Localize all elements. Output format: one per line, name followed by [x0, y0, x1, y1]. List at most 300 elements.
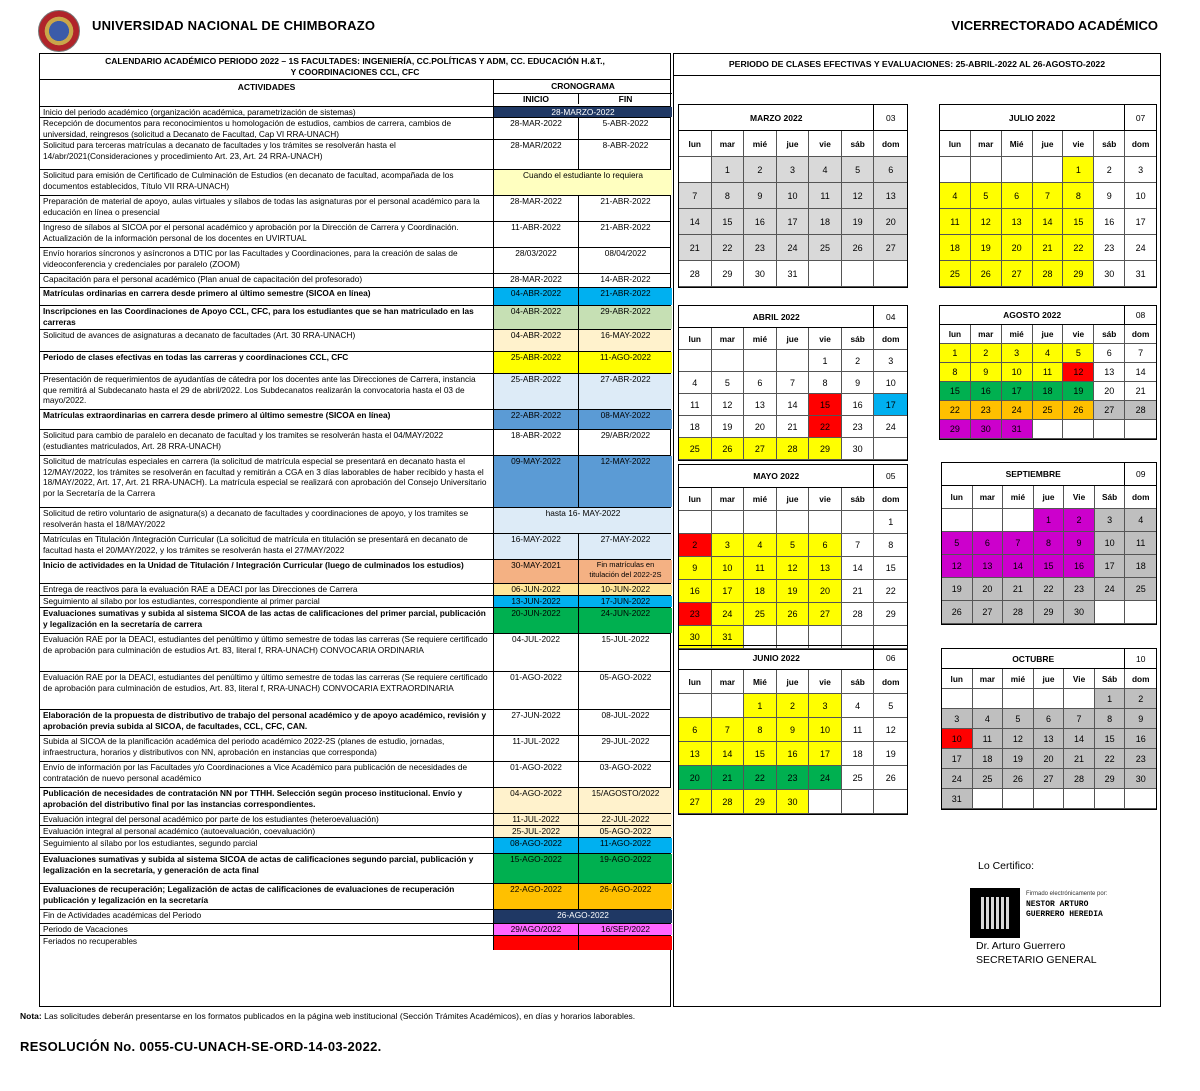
calendar-title: JULIO 2022 [940, 105, 1125, 130]
calendar-day: 6 [1094, 344, 1125, 363]
calendar-day: 13 [973, 555, 1004, 578]
start-date-cell: 04-ABR-2022 [494, 330, 579, 351]
weekday-header: mar [973, 669, 1004, 689]
calendar-day: 22 [744, 766, 777, 790]
col-start: INICIO [494, 93, 579, 104]
calendar-day: 26 [1003, 769, 1034, 789]
weekday-header: lun [940, 131, 971, 157]
activity-cell: Solicitud para emisión de Certificado de Culminación de Estudios (en decanato de facultad, acompañada de los documentos establecidos, Título VII RRA-UNACH) [40, 170, 494, 195]
calendar-day: 29 [712, 261, 745, 287]
calendar-day: 2 [777, 694, 810, 718]
qr-code-icon [970, 888, 1020, 938]
calendar-day: 17 [942, 749, 973, 769]
calendar-day: 11 [1033, 363, 1064, 382]
calendar-day: 24 [712, 603, 745, 626]
signer-name [1026, 900, 1103, 920]
calendar-empty-cell [942, 509, 973, 532]
start-date-cell: 01-AGO-2022 [494, 672, 579, 709]
activity-cell: Feriados no recuperables [40, 936, 494, 950]
table-row [40, 140, 670, 170]
calendar-empty-cell [1064, 689, 1095, 709]
calendar-empty-cell [777, 511, 810, 534]
calendar-day: 9 [744, 183, 777, 209]
calendar-day: 15 [874, 557, 907, 580]
calendar-day: 17 [1095, 555, 1126, 578]
calendar-empty-cell [940, 157, 971, 183]
table-row [40, 248, 670, 274]
calendar-day: 20 [1034, 749, 1065, 769]
calendar-day: 11 [809, 183, 842, 209]
weekday-header: sáb [842, 488, 875, 511]
weekday-header: Sáb [1095, 486, 1126, 509]
calendar-day: 7 [777, 372, 810, 394]
activity-cell: Evaluación integral del personal académico por parte de los estudiantes (heteroevaluación) [40, 814, 494, 825]
calendar-empty-cell [1003, 509, 1034, 532]
calendar-day: 15 [1063, 209, 1094, 235]
schedule-cell: 26-AGO-2022 [494, 910, 672, 923]
calendar-day: 31 [712, 626, 745, 649]
calendar-day: 28 [712, 790, 745, 814]
activity-cell: Evaluaciones sumativas y subida al sistema SICOA de actas de calificaciones segundo parcial, publicación y legalización en la secretaría, y generación de acta final [40, 854, 494, 883]
calendar-day: 17 [712, 580, 745, 603]
calendar-empty-cell [942, 689, 973, 709]
calendar-day: 5 [874, 694, 907, 718]
calendar-day: 1 [712, 157, 745, 183]
end-date-cell: 21-ABR-2022 [600, 222, 651, 232]
activity-cell: Envío de información por las Facultades y/o Coordinaciones a Vice Académico para publicación de necesidades de contratación de nuevo personal académico [40, 762, 494, 787]
calendar-empty-cell [874, 261, 907, 287]
start-date-cell: 28-MAR-2022 [494, 196, 579, 221]
start-date-cell: 08-AGO-2022 [494, 838, 579, 853]
calendar-day: 26 [842, 235, 875, 261]
calendar-day: 31 [1002, 420, 1033, 439]
schedule-cell: 28-MARZO-2022 [494, 107, 672, 117]
table-row [40, 534, 670, 560]
calendar-day: 4 [1033, 344, 1064, 363]
calendar-empty-cell [874, 790, 907, 814]
end-date-cell: 5-ABR-2022 [602, 118, 649, 128]
table-row [40, 288, 670, 306]
weekday-header: lun [679, 131, 712, 157]
calendar-empty-cell [1125, 789, 1156, 809]
table-row [40, 584, 670, 596]
calendar-day: 26 [971, 261, 1002, 287]
calendar-day: 25 [1125, 578, 1156, 601]
calendar-empty-cell [744, 511, 777, 534]
end-date-cell: 27-ABR-2022 [579, 374, 672, 409]
table-row [40, 374, 670, 410]
calendar-empty-cell [1064, 789, 1095, 809]
calendar-abril [678, 305, 908, 461]
calendar-day: 7 [1003, 532, 1034, 555]
calendar-day: 5 [1063, 344, 1094, 363]
calendar-day: 30 [971, 420, 1002, 439]
weekday-header: mié [1003, 486, 1034, 509]
calendar-day: 29 [1063, 261, 1094, 287]
start-date-cell: 01-AGO-2022 [494, 762, 579, 787]
calendar-day: 25 [940, 261, 971, 287]
calendar-day: 1 [874, 511, 907, 534]
end-date-cell: 21-ABR-2022 [579, 288, 672, 305]
calendar-day: 7 [679, 183, 712, 209]
start-date-cell [494, 936, 579, 950]
calendar-empty-cell [679, 694, 712, 718]
calendar-day: 5 [971, 183, 1002, 209]
weekday-header: lun [679, 670, 712, 694]
end-date-cell: 15/AGOSTO/2022 [579, 788, 672, 813]
table-row [40, 826, 670, 838]
signer-position: SECRETARIO GENERAL [976, 954, 1097, 966]
calendar-day: 19 [842, 209, 875, 235]
calendar-day: 7 [1125, 344, 1156, 363]
weekday-header: jue [1034, 486, 1065, 509]
activity-cell: Publicación de necesidades de contratación NN por TTHH. Selección según proceso institucional. Envío y aprobación del distributivo final por las instancias correspondientes. [40, 788, 494, 813]
weekday-header: jue [777, 670, 810, 694]
end-date-cell: 8-ABR-2022 [602, 140, 649, 150]
weekday-header: jue [777, 131, 810, 157]
calendar-day: 31 [777, 261, 810, 287]
calendar-empty-cell [744, 350, 777, 372]
start-date-cell: 27-JUN-2022 [494, 710, 579, 735]
calendar-empty-cell [712, 511, 745, 534]
calendar-title: AGOSTO 2022 [940, 306, 1125, 324]
calendar-empty-cell [971, 157, 1002, 183]
calendar-day: 18 [940, 235, 971, 261]
calendar-title: OCTUBRE [942, 649, 1125, 668]
activity-cell: Solicitud para cambio de paralelo en decanato de facultad y los tramites se resolverán hasta el 04/MAY/2022 (estudiantes matriculados, Art. 28 RRA-UNACH) [40, 430, 494, 455]
calendar-day: 3 [712, 534, 745, 557]
calendar-day: 12 [712, 394, 745, 416]
calendar-day: 17 [874, 394, 907, 416]
calendar-day: 3 [777, 157, 810, 183]
activity-cell: Presentación de requerimientos de ayudantías de cátedra por los docentes ante las Direcciones de Carrera, instancia que remitirá al Subdecanato hasta el 29 de abril/2022. Los Subdecanatos realizarán la convocatoria hasta el 03 de mayo/2022. [40, 374, 494, 409]
calendar-day: 27 [1034, 769, 1065, 789]
calendar-day: 3 [809, 694, 842, 718]
weekday-header: vie [1063, 325, 1094, 344]
calendar-empty-cell [1033, 420, 1064, 439]
calendar-day: 2 [679, 534, 712, 557]
calendar-day: 6 [679, 718, 712, 742]
calendar-day: 30 [842, 438, 875, 460]
start-date-cell: 04-JUL-2022 [494, 634, 579, 671]
calendar-empty-cell [712, 350, 745, 372]
activity-cell: Evaluación RAE por la DEACI, estudiantes del penúltimo y último semestre de todas las carreras (Se requiere certificado de aprobación para culminación de estudios, Art. 83, literal f, RRA-UNACH) CONVOCARIA EXTRAORDINARIA [40, 672, 494, 709]
calendar-day: 3 [942, 709, 973, 729]
calendar-day: 21 [777, 416, 810, 438]
calendar-day: 28 [777, 438, 810, 460]
calendar-day: 10 [1002, 363, 1033, 382]
calendar-day: 25 [973, 769, 1004, 789]
calendar-empty-cell [1125, 601, 1156, 624]
table-header [40, 80, 670, 107]
calendar-day: 28 [1033, 261, 1064, 287]
note-text: Las solicitudes deberán presentarse en los formatos publicados en la página web institucional (Sección Trámites Académicos), en días y horarios laborables. [41, 1011, 636, 1021]
calendar-day: 9 [971, 363, 1002, 382]
weekday-header: Sáb [1095, 669, 1126, 689]
calendar-day: 25 [679, 438, 712, 460]
calendar-title: SEPTIEMBRE [942, 463, 1125, 485]
table-row [40, 634, 670, 672]
end-date-cell: 27-MAY-2022 [579, 534, 672, 559]
calendar-day: 30 [744, 261, 777, 287]
department-name: VICERRECTORADO ACADÉMICO [951, 18, 1158, 33]
calendar-day: 3 [1125, 157, 1156, 183]
calendar-day: 11 [973, 729, 1004, 749]
end-date-cell: 26-AGO-2022 [579, 884, 672, 909]
activity-cell: Recepción de documentos para reconocimientos u homologación de estudios, cambios de carrera, cambios de universidad, reingresos (solicitud a Decanato de Facultad, Cap VI RRA-UNACH) [40, 118, 494, 139]
table-row [40, 170, 670, 196]
end-date-cell: 05-AGO-2022 [599, 672, 652, 682]
calendar-day: 11 [679, 394, 712, 416]
activity-cell: Evaluación RAE por la DEACI, estudiantes del penúltimo y último semestre de todas las carreras (Se requiere certificado de aprobación para culminación de estudios Art. 83, literal f, RRA-UNACH) CONVOCARIA ORDINARIA [40, 634, 494, 671]
calendar-day: 23 [1125, 749, 1156, 769]
end-date-cell: 12-MAY-2022 [579, 456, 672, 507]
calendar-day: 30 [1125, 769, 1156, 789]
calendar-day: 19 [777, 580, 810, 603]
activity-cell: Solicitud de retiro voluntario de asignatura(s) a decanato de facultades y coordinaciones de apoyo, y los tramites se resolverán hasta el 18/MAY/2022 [40, 508, 494, 533]
start-date-cell: 28/03/2022 [494, 248, 579, 273]
start-date-cell: 22-AGO-2022 [494, 884, 579, 909]
end-date-cell: 14-ABR-2022 [600, 274, 651, 284]
calendar-empty-cell [842, 261, 875, 287]
weekday-header: dom [1125, 131, 1156, 157]
weekday-header: lun [942, 486, 973, 509]
calendar-day: 12 [874, 718, 907, 742]
weekday-header: mié [744, 328, 777, 350]
calendar-day: 12 [1063, 363, 1094, 382]
calendar-empty-cell [1094, 420, 1125, 439]
weekday-header: mié [1003, 669, 1034, 689]
calendar-day: 1 [744, 694, 777, 718]
weekday-header: jue [777, 328, 810, 350]
calendar-day: 29 [874, 603, 907, 626]
calendar-day: 1 [809, 350, 842, 372]
calendar-day: 29 [940, 420, 971, 439]
calendar-day: 13 [874, 183, 907, 209]
activity-cell: Seguimiento al sílabo por los estudiantes, correspondiente al primer parcial [40, 596, 494, 607]
calendar-day: 8 [744, 718, 777, 742]
calendar-month-number: 05 [885, 471, 896, 481]
calendar-day: 18 [809, 209, 842, 235]
calendar-day: 20 [973, 578, 1004, 601]
table-row [40, 672, 670, 710]
calendar-day: 28 [1064, 769, 1095, 789]
calendar-day: 17 [777, 209, 810, 235]
start-date-cell: 04-ABR-2022 [494, 306, 579, 329]
calendar-day: 14 [842, 557, 875, 580]
activity-cell: Periodo de clases efectivas en todas las carreras y coordinaciones CCL, CFC [40, 352, 494, 373]
calendar-day: 5 [712, 372, 745, 394]
calendar-day: 7 [842, 534, 875, 557]
calendar-day: 13 [1002, 209, 1033, 235]
start-date-cell: 28-MAR-2022 [494, 274, 579, 287]
start-date-cell: 09-MAY-2022 [494, 456, 579, 507]
calendar-day: 3 [1002, 344, 1033, 363]
calendar-empty-cell [973, 509, 1004, 532]
start-date-cell: 18-ABR-2022 [494, 430, 579, 455]
weekday-header: dom [1125, 669, 1156, 689]
schedule-cell: Cuando el estudiante lo requiera [494, 170, 672, 195]
weekday-header: dom [874, 670, 907, 694]
calendar-day: 19 [971, 235, 1002, 261]
calendar-day: 18 [1125, 555, 1156, 578]
table-row [40, 560, 670, 584]
calendar-day: 6 [744, 372, 777, 394]
resolution: RESOLUCIÓN No. 0055-CU-UNACH-SE-ORD-14-03-2022. [20, 1039, 382, 1054]
start-date-cell: 30-MAY-2021 [494, 560, 579, 583]
activity-cell: Periodo de Vacaciones [40, 924, 494, 935]
activity-cell: Capacitación para el personal académico (Plan anual de capacitación del profesorado) [40, 274, 494, 287]
calendar-junio [678, 645, 908, 815]
activity-cell: Subida al SICOA de la planificación académica del periodo académico 2022-2S (planes de estudio, jornadas, infraestructura, horarios y distributivos con NN, aprobación en instancias que corresponda) [40, 736, 494, 761]
table-title [40, 54, 670, 80]
calendar-day: 26 [777, 603, 810, 626]
weekday-header: vie [809, 670, 842, 694]
calendar-empty-cell [679, 511, 712, 534]
calendar-day: 21 [1003, 578, 1034, 601]
calendar-day: 22 [1095, 749, 1126, 769]
calendar-day: 20 [809, 580, 842, 603]
calendar-day: 16 [744, 209, 777, 235]
calendar-day: 23 [777, 766, 810, 790]
end-date-cell: 21-ABR-2022 [600, 196, 651, 206]
weekday-header: vie [809, 328, 842, 350]
start-date-cell: 11-JUL-2022 [494, 736, 579, 761]
weekday-header: mar [712, 131, 745, 157]
calendar-day: 30 [1094, 261, 1125, 287]
calendar-empty-cell [1063, 420, 1094, 439]
calendar-empty-cell [1034, 789, 1065, 809]
calendar-day: 24 [874, 416, 907, 438]
calendar-day: 21 [1125, 382, 1156, 401]
calendar-day: 17 [1002, 382, 1033, 401]
activity-cell: Solicitud de avances de asignaturas a decanato de facultades (Art. 30 RRA-UNACH) [40, 330, 494, 351]
calendar-day: 7 [1064, 709, 1095, 729]
end-date-cell: 19-AGO-2022 [579, 854, 672, 883]
calendar-day: 2 [744, 157, 777, 183]
calendar-day: 6 [973, 532, 1004, 555]
calendar-day: 8 [809, 372, 842, 394]
calendar-day: 8 [1095, 709, 1126, 729]
activity-cell: Entrega de reactivos para la evaluación RAE a DEACI por las Direcciones de Carrera [40, 584, 494, 595]
col-end: FIN [579, 93, 672, 104]
weekday-header: lun [940, 325, 971, 344]
calendar-day: 8 [940, 363, 971, 382]
table-row [40, 814, 670, 826]
calendar-day: 29 [1034, 601, 1065, 624]
calendar-empty-cell [973, 789, 1004, 809]
activity-cell: Inscripciones en las Coordinaciones de Apoyo CCL, CFC, para los estudiantes que se han matriculado en las carreras [40, 306, 494, 329]
calendar-month-number: 07 [1135, 112, 1146, 123]
calendar-day: 9 [842, 372, 875, 394]
calendar-day: 6 [809, 534, 842, 557]
calendar-empty-cell [874, 438, 907, 460]
schedule-cell: hasta 16- MAY-2022 [494, 508, 672, 533]
end-date-cell: 08-MAY-2022 [579, 410, 672, 429]
calendar-day: 22 [874, 580, 907, 603]
start-date-cell: 20-JUN-2022 [494, 608, 579, 633]
calendar-day: 29 [744, 790, 777, 814]
signer-line1: NESTOR ARTURO [1026, 900, 1089, 909]
start-date-cell: 29/AGO/2022 [494, 924, 579, 935]
calendar-period-header: PERIODO DE CLASES EFECTIVAS Y EVALUACIONES: 25-ABRIL-2022 AL 26-AGOSTO-2022 [674, 54, 1160, 76]
calendar-day: 9 [1064, 532, 1095, 555]
calendar-day: 12 [842, 183, 875, 209]
calendar-day: 8 [1063, 183, 1094, 209]
calendar-day: 18 [1033, 382, 1064, 401]
end-date-cell: 08/04/2022 [604, 248, 647, 258]
end-date-cell: 05-AGO-2022 [579, 826, 672, 837]
calendar-day: 28 [842, 603, 875, 626]
calendar-day: 10 [942, 729, 973, 749]
table-row [40, 838, 670, 854]
weekday-header: jue [777, 488, 810, 511]
activities-table [39, 53, 671, 1007]
calendar-day: 1 [940, 344, 971, 363]
weekday-header: mié [744, 131, 777, 157]
calendar-day: 27 [744, 438, 777, 460]
start-date-cell: 25-JUL-2022 [494, 826, 579, 837]
start-date-cell: 11-ABR-2022 [494, 222, 579, 247]
calendar-empty-cell [777, 350, 810, 372]
weekday-header: Vie [1064, 669, 1095, 689]
calendar-day: 23 [1094, 235, 1125, 261]
calendar-day: 7 [1033, 183, 1064, 209]
calendar-day: 27 [1094, 401, 1125, 420]
weekday-header: Vie [1064, 486, 1095, 509]
start-date-cell: 15-AGO-2022 [494, 854, 579, 883]
calendar-day: 15 [809, 394, 842, 416]
calendar-day: 5 [777, 534, 810, 557]
calendar-day: 28 [1125, 401, 1156, 420]
calendar-day: 25 [809, 235, 842, 261]
calendar-day: 28 [1003, 601, 1034, 624]
activity-cell: Elaboración de la propuesta de distributivo de trabajo del personal académico y de apoyo académico, revisión y aprobación previa subida al SICOA, de facultades, CCL, CFC, CAN. [40, 710, 494, 735]
calendar-day: 4 [744, 534, 777, 557]
calendar-day: 25 [744, 603, 777, 626]
calendar-day: 26 [1063, 401, 1094, 420]
table-row [40, 910, 670, 924]
calendar-empty-cell [712, 694, 745, 718]
end-date-cell: 10-JUN-2022 [579, 584, 672, 595]
weekday-header: jue [1033, 131, 1064, 157]
table-row [40, 788, 670, 814]
calendar-day: 23 [744, 235, 777, 261]
activity-cell: Inicio del periodo académico (organización académica, parametrización de sistemas) [40, 107, 494, 117]
calendar-day: 27 [973, 601, 1004, 624]
end-date-cell: 08-JUL-2022 [601, 710, 650, 720]
calendar-day: 19 [1003, 749, 1034, 769]
calendar-day: 25 [1033, 401, 1064, 420]
calendar-day: 15 [1034, 555, 1065, 578]
calendar-day: 2 [842, 350, 875, 372]
calendar-day: 25 [842, 766, 875, 790]
col-schedule [494, 80, 672, 106]
calendar-day: 5 [842, 157, 875, 183]
calendar-month-number: 04 [885, 311, 896, 322]
activity-cell: Matrículas ordinarias en carrera desde primero al último semestre (SICOA en línea) [40, 288, 494, 305]
weekday-header: lun [679, 488, 712, 511]
calendar-day: 1 [1034, 509, 1065, 532]
end-date-cell: 11-AGO-2022 [579, 352, 672, 373]
table-row [40, 352, 670, 374]
calendar-day: 21 [1064, 749, 1095, 769]
start-date-cell: 16-MAY-2022 [494, 534, 579, 559]
note-label: Nota: [20, 1011, 42, 1021]
end-date-cell: Fin matrículas en titulación del 2022-2S [579, 560, 672, 583]
calendar-day: 12 [777, 557, 810, 580]
calendar-day: 24 [1095, 578, 1126, 601]
